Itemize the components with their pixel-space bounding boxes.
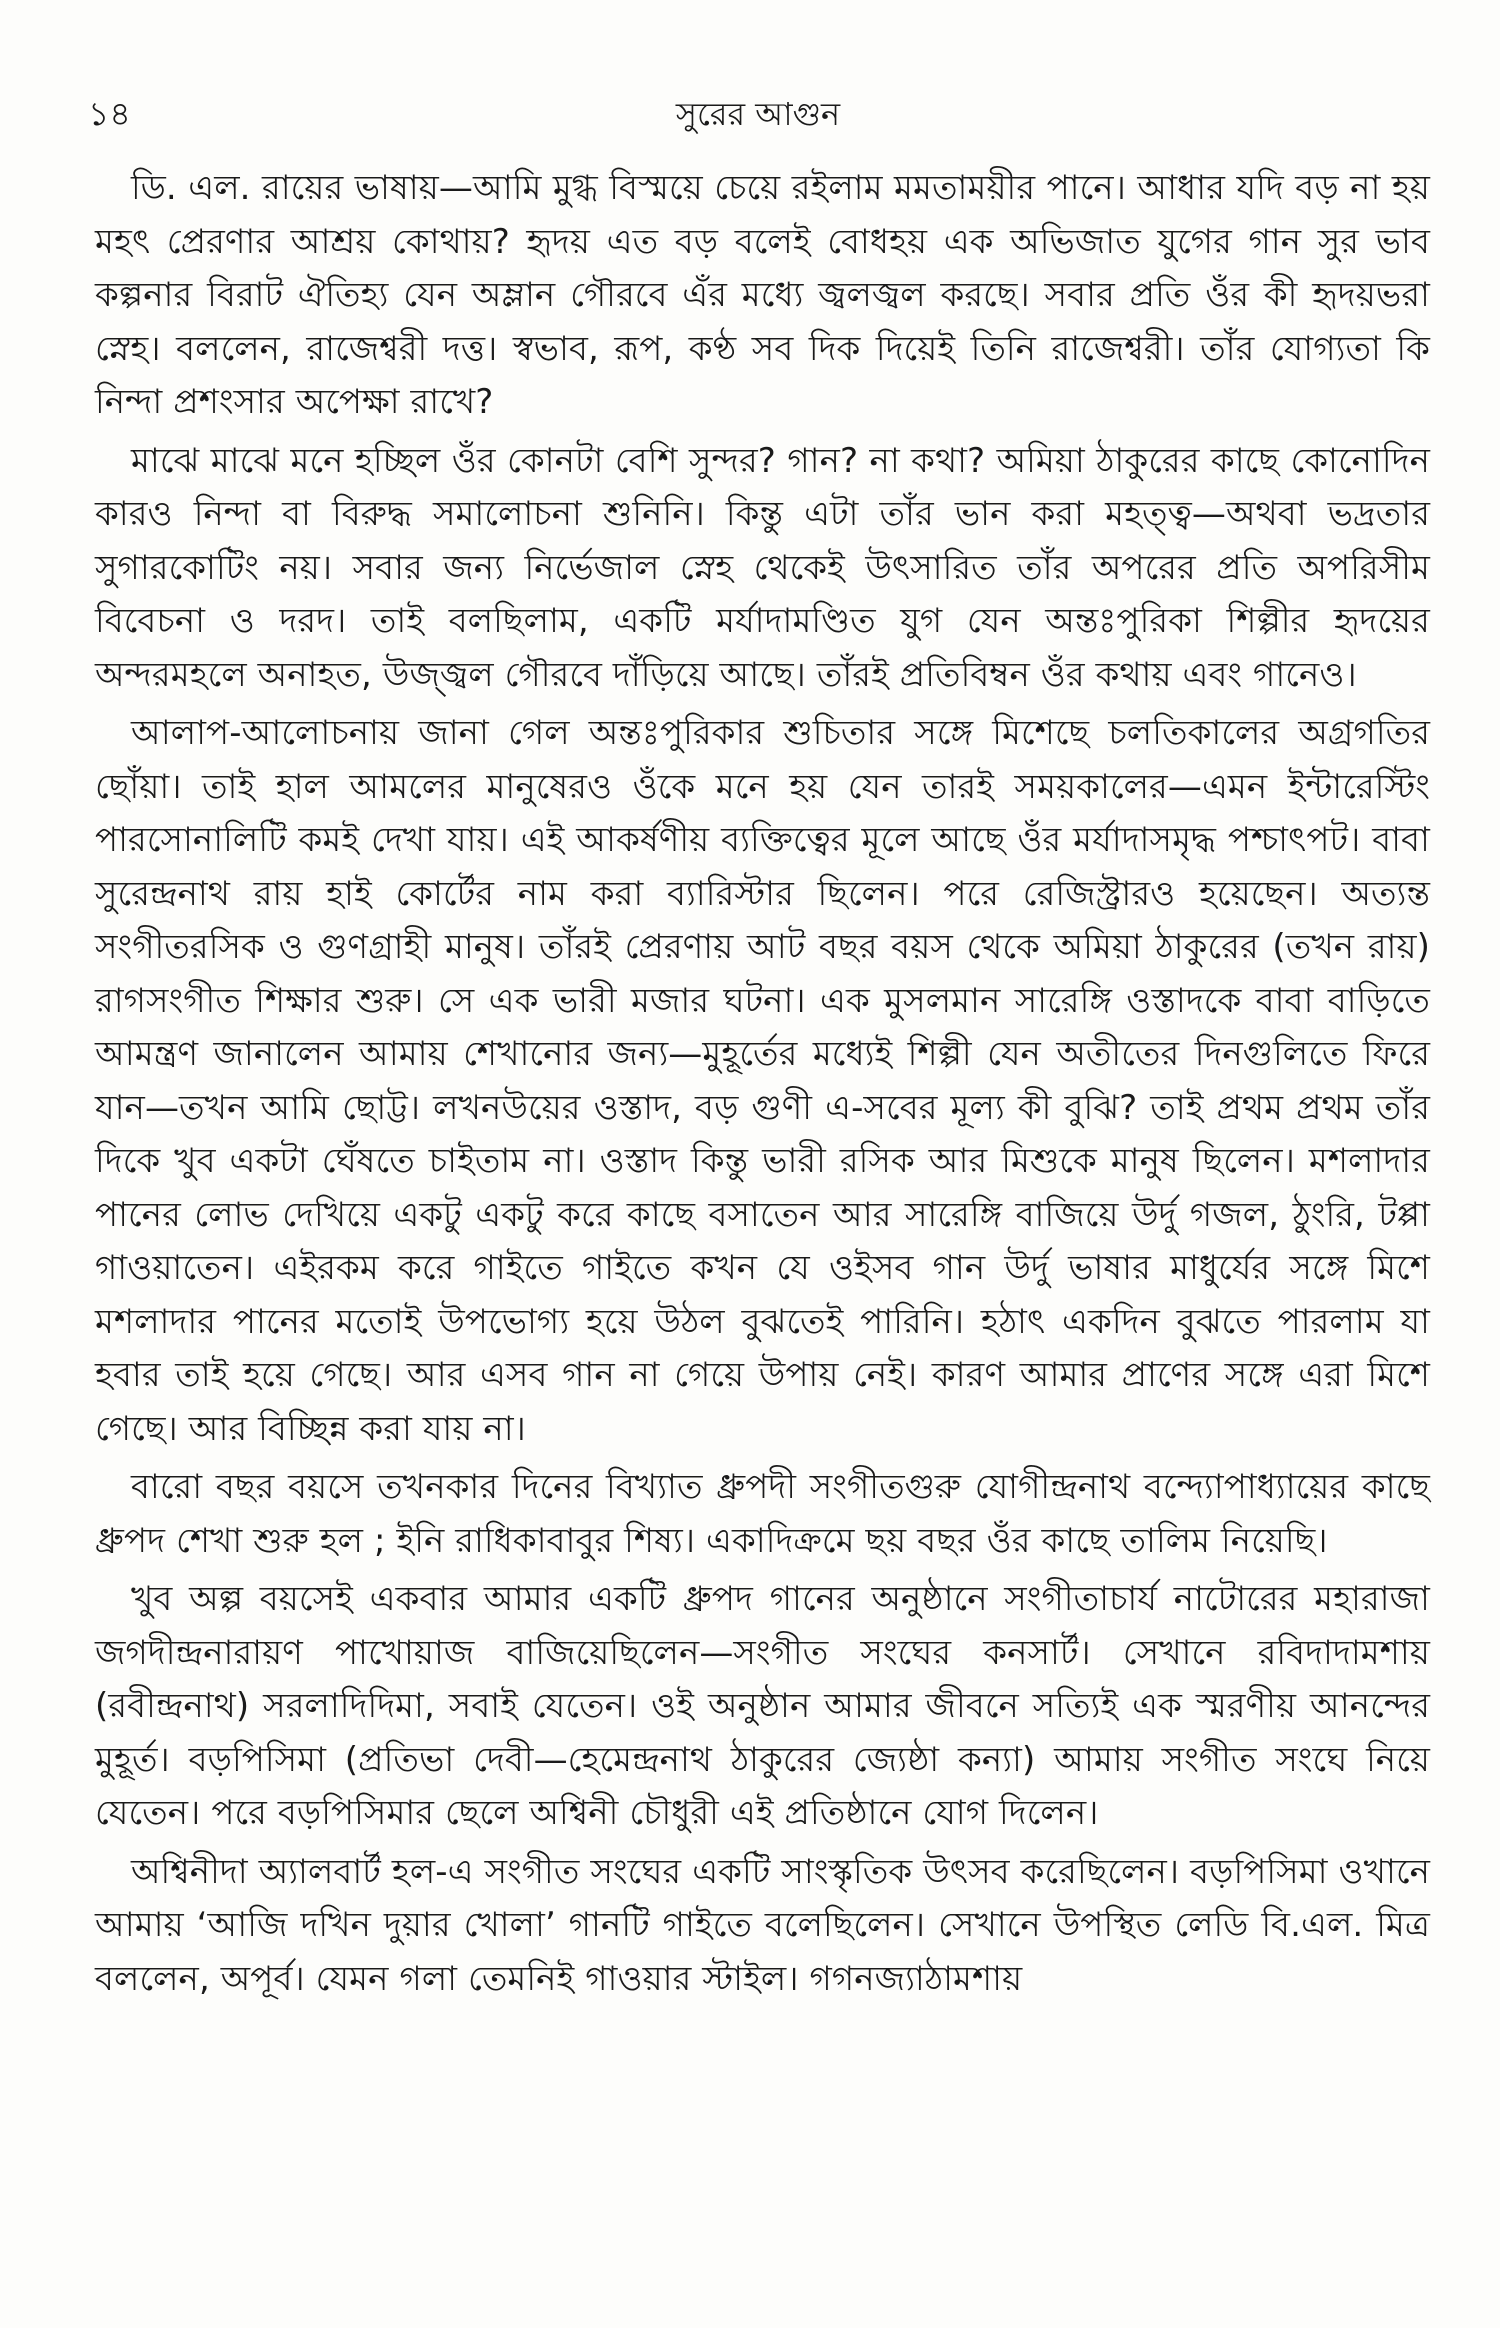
paragraph: খুব অল্প বয়সেই একবার আমার একটি ধ্রুপদ গানের অনুষ্ঠানে সংগীতাচার্য নাটোরের মহারাজা জগদীন্দ্রনারায়ণ পাখোয়াজ বাজিয়েছিলেন—সংগীত সংঘের কনসার্ট। সেখানে রবিদাদামশায় (রবীন্দ্রনাথ) সরলাদিদিমা, সবাই যেতেন। ওই অনুষ্ঠান আমার জীবনে সত্যিই এক স্মরণীয় আনন্দের মুহূর্ত। বড়পিসিমা (প্রতিভা দেবী—হেমেন্দ্রনাথ ঠাকুরের জ্যেষ্ঠা কন্যা) আমায় সংগীত সংঘে নিয়ে যেতেন। পরে বড়পিসিমার ছেলে অশ্বিনী চৌধুরী এই প্রতিষ্ঠানে যোগ দিলেন। [95,1579,1430,1833]
running-title: সুরের আগুন [675,95,841,133]
paragraph: আলাপ-আলোচনায় জানা গেল অন্তঃপুরিকার শুচিতার সঙ্গে মিশেছে চলতিকালের অগ্রগতির ছোঁয়া। তাই হাল আমলের মানুষেরও ওঁকে মনে হয় যেন তারই সময়কালের—এমন ইন্টারেস্টিং পারসোনালিটি কমই দেখা যায়। এই আকর্ষণীয় ব্যক্তিত্বের মূলে আছে ওঁর মর্যাদাসমৃদ্ধ পশ্চাৎপট। বাবা সুরেন্দ্রনাথ রায় হাই কোর্টের নাম করা ব্যারিস্টার ছিলেন। পরে রেজিস্ট্রারও হয়েছেন। অত্যন্ত সংগীতরসিক ও গুণগ্রাহী মানুষ। তাঁরই প্রেরণায় আট বছর বয়স থেকে অমিয়া ঠাকুরের (তখন রায়) রাগসংগীত শিক্ষার শুরু। সে এক ভারী মজার ঘটনা। এক মুসলমান সারেঙ্গি ওস্তাদকে বাবা বাড়িতে আমন্ত্রণ জানালেন আমায় শেখানোর জন্য—মুহূর্তের মধ্যেই শিল্পী যেন অতীতের দিনগুলিতে ফিরে যান—তখন আমি ছোট্ট। লখনউয়ের ওস্তাদ, বড় গুণী এ-সবের মূল্য কী বুঝি? তাই প্রথম প্রথম তাঁর দিকে খুব একটা ঘেঁষতে চাইতাম না। ওস্তাদ কিন্তু ভারী রসিক আর মিশুকে মানুষ ছিলেন। মশলাদার পানের লোভ দেখিয়ে একটু একটু করে কাছে বসাতেন আর সারেঙ্গি বাজিয়ে উর্দু গজল, ঠুংরি, টপ্পা গাওয়াতেন। এইরকম করে গাইতে গাইতে কখন যে ওইসব গান উর্দু ভাষার মাধুর্যের সঙ্গে মিশে মশলাদার পানের মতোই উপভোগ্য হয়ে উঠল বুঝতেই পারিনি। হঠাৎ একদিন বুঝতে পারলাম যা হবার তাই হয়ে গেছে। আর এসব গান না গেয়ে উপায় নেই। কারণ আমার প্রাণের সঙ্গে এরা মিশে গেছে। আর বিচ্ছিন্ন করা যায় না। [95,713,1430,1449]
paragraph: অশ্বিনীদা অ্যালবার্ট হল-এ সংগীত সংঘের একটি সাংস্কৃতিক উৎসব করেছিলেন। বড়পিসিমা ওখানে আমায় ‘আজি দখিন দুয়ার খোলা’ গানটি গাইতে বলেছিলেন। সেখানে উপস্থিত লেডি বি.এল. মিত্র বললেন, অপূর্ব। যেমন গলা তেমনিই গাওয়ার স্টাইল। গগনজ্যাঠামশায় [95,1851,1430,1999]
page-header [88,90,1428,138]
paragraph: বারো বছর বয়সে তখনকার দিনের বিখ্যাত ধ্রুপদী সংগীতগুরু যোগীন্দ্রনাথ বন্দ্যোপাধ্যায়ের কাছে ধ্রুপদ শেখা শুরু হল ; ইনি রাধিকাবাবুর শিষ্য। একাদিক্রমে ছয় বছর ওঁর কাছে তালিম নিয়েছি। [95,1467,1430,1561]
page-number: ১৪ [88,94,131,133]
body-text [95,162,1430,2006]
paragraph: ডি. এল. রায়ের ভাষায়—আমি মুগ্ধ বিস্ময়ে চেয়ে রইলাম মমতাময়ীর পানে। আধার যদি বড় না হয় মহৎ প্রেরণার আশ্রয় কোথায়? হৃদয় এত বড় বলেই বোধহয় এক অভিজাত যুগের গান সুর ভাব কল্পনার বিরাট ঐতিহ্য যেন অম্লান গৌরবে এঁর মধ্যে জ্বলজ্বল করছে। সবার প্রতি ওঁর কী হৃদয়ভরা স্নেহ। বললেন, রাজেশ্বরী দত্ত। স্বভাব, রূপ, কণ্ঠ সব দিক দিয়েই তিনি রাজেশ্বরী। তাঁর যোগ্যতা কি নিন্দা প্রশংসার অপেক্ষা রাখে? [95,168,1430,422]
paragraph: মাঝে মাঝে মনে হচ্ছিল ওঁর কোনটা বেশি সুন্দর? গান? না কথা? অমিয়া ঠাকুরের কাছে কোনোদিন কারও নিন্দা বা বিরুদ্ধ সমালোচনা শুনিনি। কিন্তু এটা তাঁর ভান করা মহত্ত্ব—অথবা ভদ্রতার সুগারকোটিং নয়। সবার জন্য নির্ভেজাল স্নেহ থেকেই উৎসারিত তাঁর অপরের প্রতি অপরিসীম বিবেচনা ও দরদ। তাই বলছিলাম, একটি মর্যাদামণ্ডিত যুগ যেন অন্তঃপুরিকা শিল্পীর হৃদয়ের অন্দরমহলে অনাহত, উজ্জ্বল গৌরবে দাঁড়িয়ে আছে। তাঁরই প্রতিবিম্বন ওঁর কথায় এবং গানেও। [95,440,1430,695]
